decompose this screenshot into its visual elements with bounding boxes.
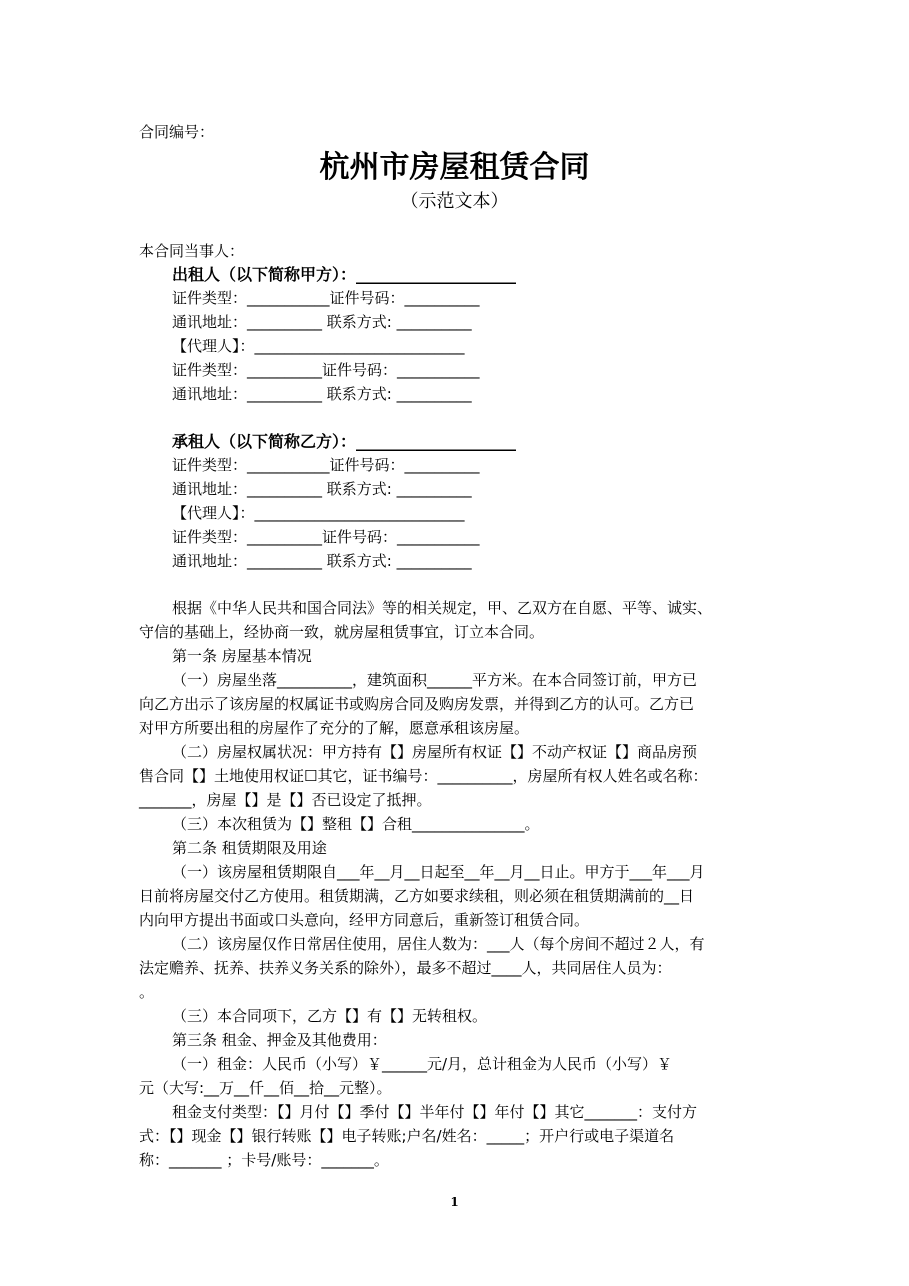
lessor-heading: 出租人（以下简称甲方）：____________________ [172, 265, 517, 284]
body-line: 根据《中华人民共和国合同法》等的相关规定，甲、乙双方在自愿、平等、诚实、 [172, 599, 713, 617]
lessee-agent-id-line: 证件类型：__________证件号码：___________ [172, 528, 480, 546]
lessor-address-line: 通讯地址：__________ 联系方式: __________ [172, 313, 472, 331]
body-line: （一）该房屋租赁期限自___年__月__日起至__年__月__日止。甲方于___年___月 [172, 863, 705, 881]
lessor-agent-id-line: 证件类型：__________证件号码：___________ [172, 361, 480, 379]
body-line: （三）本合同项下，乙方【】有【】无转租权。 [172, 1007, 488, 1025]
page-title: 杭州市房屋租赁合同 [319, 150, 590, 185]
section-heading: 第三条 租金、押金及其他费用： [172, 1031, 387, 1049]
lessor-agent-heading: 【代理人】：____________________________ [172, 337, 465, 355]
lessor-id-line: 证件类型：___________证件号码：__________ [172, 289, 480, 307]
body-line: 称：_______ ；卡号/账号：_______。 [139, 1151, 389, 1169]
body-line: 元（大写:__万__仟__佰__拾__元整）。 [139, 1079, 392, 1097]
lessor-agent-address-line: 通讯地址：__________ 联系方式: __________ [172, 385, 472, 403]
section-heading: 第二条 租赁期限及用途 [172, 839, 327, 857]
body-line: （一）租金：人民币（小写）￥______元/月，总计租金为人民币（小写）￥ [172, 1055, 673, 1073]
section-heading: 第一条 房屋基本情况 [172, 647, 312, 665]
body-line: 日前将房屋交付乙方使用。租赁期满，乙方如要求续租，则必须在租赁期满前的__日 [139, 887, 695, 905]
body-line: 式：【】现金【】银行转账【】电子转账;户名/姓名：_____；开户行或电子渠道名 [139, 1127, 675, 1145]
body-line: 。 [139, 983, 155, 1001]
lessee-heading: 承租人（以下简称乙方）：____________________ [172, 432, 517, 451]
body-line: （三）本次租赁为【】整租【】合租_______________。 [172, 815, 540, 833]
body-line: 守信的基础上，经协商一致，就房屋租赁事宜，订立本合同。 [139, 623, 545, 641]
page-number: 1 [450, 1195, 459, 1209]
parties-intro: 本合同当事人： [139, 242, 245, 260]
body-line: _______，房屋【】是【】否已设定了抵押。 [139, 791, 432, 809]
body-line: 向乙方出示了该房屋的权属证书或购房合同及购房发票，并得到乙方的认可。乙方已 [139, 695, 695, 713]
body-line: 售合同【】土地使用权证☐其它，证书编号：__________，房屋所有权人姓名或名称： [139, 767, 708, 785]
page-subtitle: （示范文本） [400, 191, 509, 212]
body-line: （二）该房屋仅作日常居住使用，居住人数为：___人（每个房间不超过２人，有 [172, 935, 705, 953]
lessee-id-line: 证件类型：___________证件号码：__________ [172, 456, 480, 474]
body-line: （二）房屋权属状况：甲方持有【】房屋所有权证【】不动产权证【】商品房预 [172, 743, 698, 761]
body-line: 内向甲方提出书面或口头意向，经甲方同意后，重新签订租赁合同。 [139, 911, 590, 929]
lessee-agent-heading: 【代理人】：____________________________ [172, 504, 465, 522]
lessee-address-line: 通讯地址：__________ 联系方式: __________ [172, 480, 472, 498]
body-line: 法定赡养、抚养、扶养义务关系的除外），最多不超过____人，共同居住人员为： [139, 959, 672, 977]
contract-number-label: 合同编号： [139, 123, 215, 141]
body-line: （一）房屋坐落__________，建筑面积______平方米。在本合同签订前，甲方已 [172, 671, 698, 689]
lessee-agent-address-line: 通讯地址：__________ 联系方式: __________ [172, 552, 472, 570]
body-line: 对甲方所要出租的房屋作了充分的了解，愿意承租该房屋。 [139, 719, 530, 737]
body-line: 租金支付类型：【】月付【】季付【】半年付【】年付【】其它_______：支付方 [172, 1103, 698, 1121]
